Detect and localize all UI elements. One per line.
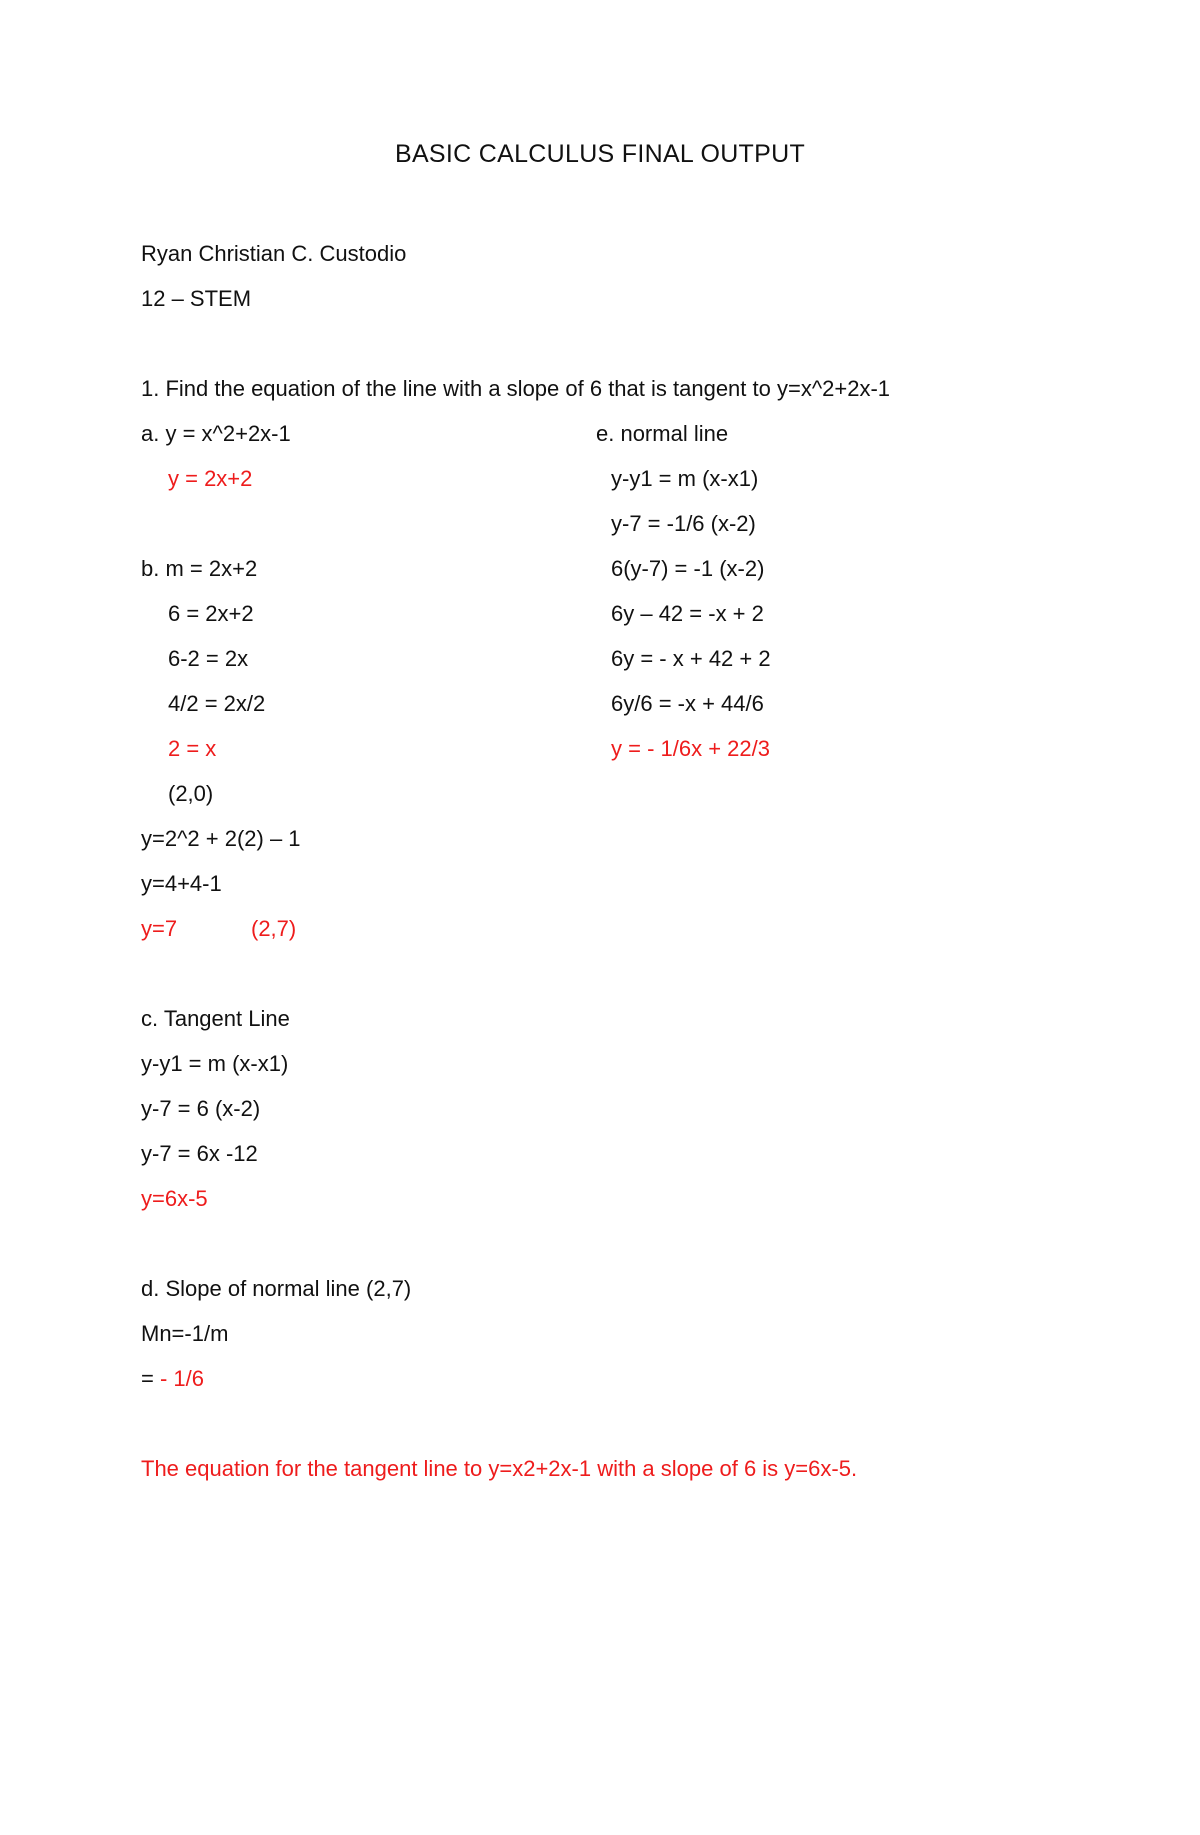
part-b-point: (2,0) (168, 781, 214, 806)
part-d-answer: - 1/6 (159, 1366, 204, 1391)
part-c-line-2: y-7 = 6 (x-2) (141, 1096, 261, 1121)
part-e-line-5: 6y = - x + 42 + 2 (611, 646, 771, 671)
part-e-answer: y = - 1/6x + 22/3 (611, 736, 770, 761)
part-c-heading: c. Tangent Line (141, 1006, 290, 1031)
part-d-heading: d. Slope of normal line (2,7) (141, 1276, 412, 1301)
part-a-equation: a. y = x^2+2x-1 (141, 421, 291, 446)
problem-statement: 1. Find the equation of the line with a slope of 6 that is tangent to y=x^2+2x-1 (141, 376, 891, 401)
part-e-line-6: 6y/6 = -x + 44/6 (611, 691, 764, 716)
part-e-line-4: 6y – 42 = -x + 2 (611, 601, 764, 626)
part-b-line-3: 6-2 = 2x (168, 646, 249, 671)
part-b-line-5: y=2^2 + 2(2) – 1 (141, 826, 301, 851)
conclusion-statement: The equation for the tangent line to y=x2+2x-1 with a slope of 6 is y=6x-5. (141, 1456, 858, 1481)
part-c-answer: y=6x-5 (141, 1186, 208, 1211)
part-e-line-1: y-y1 = m (x-x1) (611, 466, 759, 491)
part-a-answer: y = 2x+2 (168, 466, 253, 491)
author-name: Ryan Christian C. Custodio (141, 241, 407, 266)
document-title: BASIC CALCULUS FINAL OUTPUT (394, 140, 806, 168)
part-e-line-3: 6(y-7) = -1 (x-2) (611, 556, 765, 581)
part-e-line-2: y-7 = -1/6 (x-2) (611, 511, 756, 536)
part-c-line-3: y-7 = 6x -12 (141, 1141, 258, 1166)
part-b-line-4: 4/2 = 2x/2 (168, 691, 266, 716)
part-b-line-6: y=4+4-1 (141, 871, 222, 896)
part-b-answer-point: (2,7) (251, 916, 297, 941)
section-label: 12 – STEM (141, 286, 252, 311)
part-b-answer-y: y=7 (141, 916, 178, 941)
part-e-heading: e. normal line (596, 421, 729, 446)
part-b-line-1: b. m = 2x+2 (141, 556, 258, 581)
part-b-line-2: 6 = 2x+2 (168, 601, 254, 626)
part-d-answer-line (141, 1366, 204, 1392)
part-d-line-1: Mn=-1/m (141, 1321, 229, 1346)
part-b-answer-x: 2 = x (168, 736, 217, 761)
part-c-line-1: y-y1 = m (x-x1) (141, 1051, 289, 1076)
part-d-answer-prefix: = (141, 1366, 160, 1391)
